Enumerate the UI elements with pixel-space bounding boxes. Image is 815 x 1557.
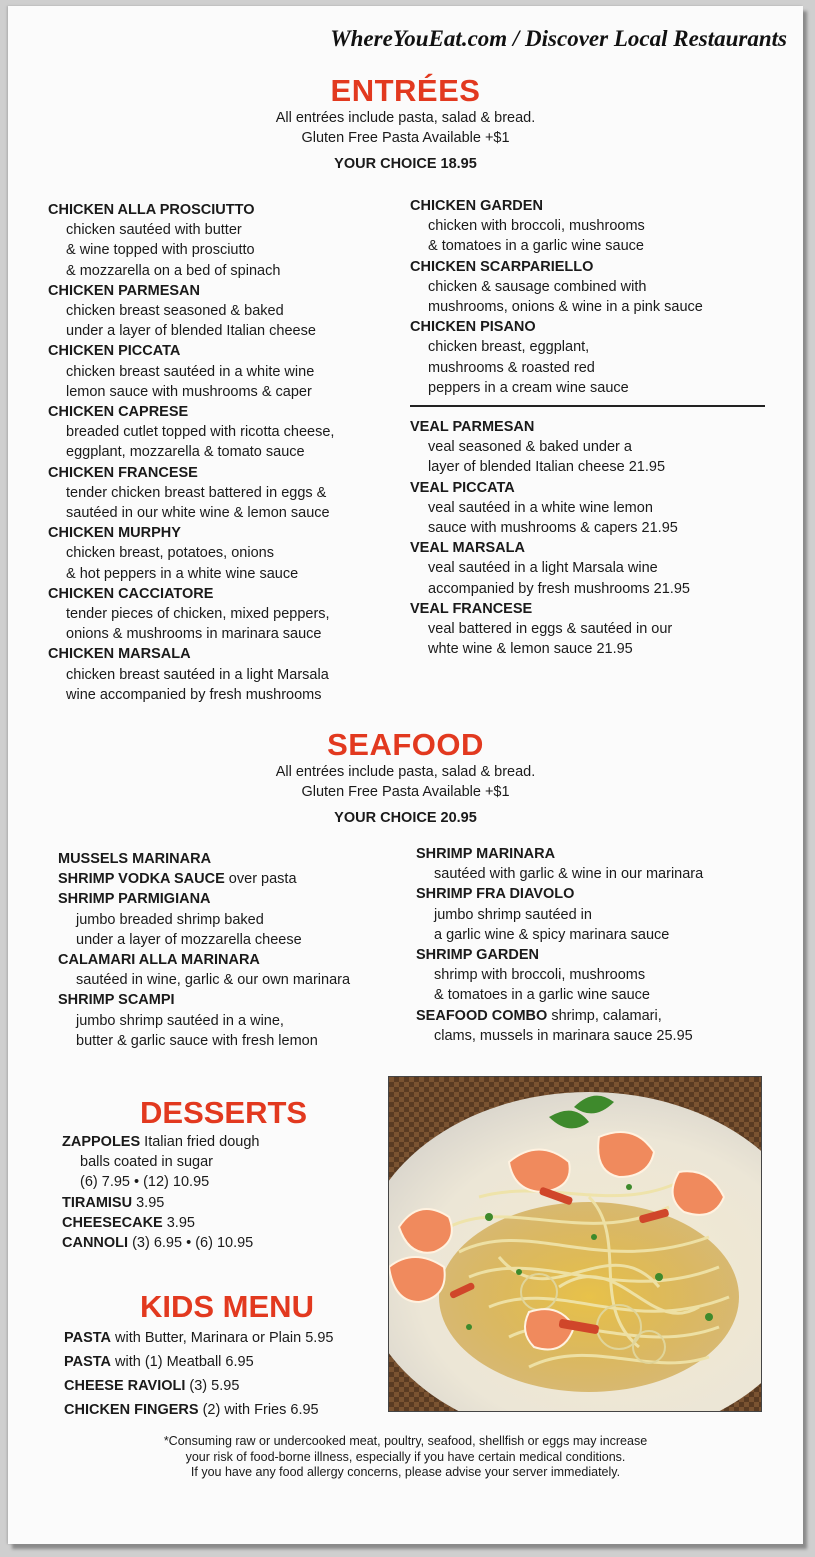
menu-item-header [64,1398,384,1422]
menu-item-desc: under a layer of blended Italian cheese [66,323,316,340]
menu-item-desc: chicken breast sautéed in a light Marsala [66,666,329,683]
menu-item [62,1132,382,1193]
menu-item-inline-desc: shrimp, calamari, [547,1007,662,1024]
menu-item-desc: veal sautéed in a white wine lemon [428,499,653,516]
menu-item-header [64,1350,384,1374]
menu-item-name: CHICKEN ALLA PROSCIUTTO [48,202,255,218]
menu-item-inline-desc: 3.95 [132,1194,165,1211]
menu-item [410,196,765,257]
menu-page [8,6,803,1544]
menu-item-desc: breaded cutlet topped with ricotta cheese, [66,424,335,441]
menu-item-name: SHRIMP MARINARA [416,846,556,862]
seafood-choice: YOUR CHOICE 20.95 [334,810,477,826]
menu-item [64,1350,384,1374]
menu-item [48,200,408,281]
menu-item-desc: accompanied by fresh mushrooms 21.95 [428,580,690,597]
kids-title: KIDS MENU [140,1289,314,1324]
menu-item-name: VEAL PICCATA [410,479,515,496]
menu-item-desc: tender pieces of chicken, mixed peppers, [66,606,330,623]
menu-item-header [58,889,418,909]
menu-item-desc: veal battered in eggs & sautéed in our [428,621,673,638]
menu-item-header [62,1193,382,1213]
shrimp-linguine-photo [388,1076,762,1412]
menu-item [416,884,776,945]
entrees-title: ENTRÉES [330,73,481,108]
menu-item-inline-desc: Italian fried dough [140,1134,260,1150]
menu-item [62,1213,382,1233]
menu-item [48,644,408,705]
menu-item [58,990,418,1051]
menu-item-header [58,950,418,970]
menu-item-name: CHICKEN CACCIATORE [48,585,214,602]
menu-item-inline-desc: (3) 6.95 • (6) 10.95 [128,1235,254,1252]
menu-item [48,584,408,645]
menu-item-name: SEAFOOD COMBO [416,1007,548,1024]
menu-item-name: PASTA [64,1330,111,1346]
watermark: WhereYouEat.com / Discover Local Restaurants [330,26,787,51]
menu-item-desc: mushrooms & roasted red [428,359,595,376]
menu-item [416,945,776,1006]
menu-item-desc: onions & mushrooms in marinara sauce [66,626,322,643]
menu-item-desc: & tomatoes in a garlic wine sauce [428,238,644,255]
footnote-line: your risk of food-borne illness, especially if you have certain medical conditions. [185,1449,626,1464]
menu-item-header [62,1233,382,1253]
menu-item-name: PASTA [64,1354,111,1370]
seafood-line1: All entrées include pasta, salad & bread. [275,764,536,780]
menu-item-name: CHICKEN FRANCESE [48,464,198,481]
menu-item-name: SHRIMP SCAMPI [58,992,175,1009]
menu-item-name: VEAL PARMESAN [410,419,535,436]
menu-item-desc: a garlic wine & spicy marinara sauce [434,926,670,943]
menu-item-desc: clams, mussels in marinara sauce 25.95 [434,1027,693,1044]
menu-item-desc: sauce with mushrooms & capers 21.95 [428,520,678,537]
menu-item-header [416,945,776,965]
menu-item [410,538,765,599]
menu-item-desc: tender chicken breast battered in eggs & [66,484,327,501]
menu-item-desc: & mozzarella on a bed of spinach [66,262,281,279]
menu-item-desc: sautéed with garlic & wine in our marinara [434,866,704,883]
entrees-choice: YOUR CHOICE 18.95 [334,156,477,172]
kids-list [64,1326,384,1422]
menu-item [58,889,418,950]
menu-item-name: SHRIMP VODKA SAUCE [58,871,225,888]
menu-item-name: CHICKEN CAPRESE [48,404,189,421]
seafood-left-column [58,849,418,1051]
footnote-line: *Consuming raw or undercooked meat, poultry, seafood, shellfish or eggs may increase [163,1434,648,1448]
menu-item [410,417,765,478]
menu-item-desc: lemon sauce with mushrooms & caper [66,383,312,400]
menu-item-header [62,1132,382,1152]
menu-item-name: VEAL MARSALA [410,540,525,557]
menu-item-name: CHEESE RAVIOLI [64,1378,186,1394]
menu-item-desc: layer of blended Italian cheese 21.95 [428,459,666,476]
entrees-line1: All entrées include pasta, salad & bread. [275,110,536,126]
menu-item-name: CHICKEN PARMESAN [48,282,200,299]
menu-item-desc: butter & garlic sauce with fresh lemon [76,1032,318,1049]
menu-item [64,1326,384,1350]
menu-item-desc: chicken & sausage combined with [428,278,647,295]
menu-item [48,463,408,524]
menu-item-desc: jumbo shrimp sautéed in a wine, [76,1012,284,1029]
desserts-title: DESSERTS [140,1095,308,1130]
menu-item-header [64,1326,384,1350]
menu-item-name: CHICKEN SCARPARIELLO [410,258,594,275]
entrees-right-column [410,196,765,659]
seafood-title: SEAFOOD [327,727,484,762]
menu-item-desc: eggplant, mozzarella & tomato sauce [66,444,305,461]
menu-item-name: SHRIMP PARMIGIANA [58,891,211,908]
footnote-line: If you have any food allergy concerns, please advise your server immediately. [190,1465,621,1479]
menu-item [416,844,776,884]
menu-item-desc: jumbo shrimp sautéed in [434,906,592,923]
menu-item [62,1193,382,1213]
menu-item [58,950,418,990]
menu-item-desc: sautéed in our white wine & lemon sauce [66,505,330,522]
menu-item [62,1233,382,1253]
desserts-list [62,1132,382,1253]
menu-item-desc: jumbo breaded shrimp baked [76,911,264,928]
seafood-right-column [416,844,776,1046]
menu-item-desc: chicken breast, eggplant, [428,339,590,356]
menu-item-name: CALAMARI ALLA MARINARA [58,952,260,969]
menu-item-header [58,990,418,1010]
menu-item-name: CHICKEN GARDEN [410,198,543,214]
menu-item [64,1374,384,1398]
menu-item-name: CHICKEN PISANO [410,319,536,336]
menu-item-desc: chicken breast sautéed in a white wine [66,363,315,380]
menu-item-inline-desc: with Butter, Marinara or Plain 5.95 [111,1330,334,1346]
menu-item-header [58,869,418,889]
menu-item-desc: veal seasoned & baked under a [428,439,632,456]
menu-item-desc: chicken sautéed with butter [66,222,242,239]
menu-item-desc: mushrooms, onions & wine in a pink sauce [428,299,703,316]
menu-item-inline-desc: over pasta [224,871,297,888]
menu-item-name: CHICKEN FINGERS [64,1402,199,1418]
menu-item-desc: balls coated in sugar [80,1154,213,1171]
menu-item-inline-desc: (3) 5.95 [185,1378,240,1394]
menu-item-header [416,884,776,904]
menu-item-desc: under a layer of mozzarella cheese [76,931,302,948]
menu-item-inline-desc: (2) with Fries 6.95 [198,1402,319,1418]
menu-item-desc: & hot peppers in a white wine sauce [66,565,299,582]
menu-item [410,478,765,539]
menu-item [58,869,418,889]
entrees-header [8,74,803,172]
menu-item-header [64,1374,384,1398]
menu-item-name: CANNOLI [62,1235,129,1252]
menu-item [48,281,408,342]
menu-item-name: MUSSELS MARINARA [58,851,212,867]
menu-item-name: CHICKEN MARSALA [48,646,191,663]
entrees-left-column [48,200,408,705]
menu-item-desc: & wine topped with prosciutto [66,242,255,259]
menu-item [410,599,765,660]
menu-item-name: CHEESECAKE [62,1214,163,1231]
menu-item-desc: & tomatoes in a garlic wine sauce [434,987,650,1004]
chicken-list [410,196,765,398]
menu-item-inline-desc: with (1) Meatball 6.95 [111,1354,254,1370]
menu-item-desc: chicken breast seasoned & baked [66,303,284,320]
menu-item [410,317,765,398]
menu-item [58,849,418,869]
allergy-footnote [8,1434,803,1481]
menu-item-name: SHRIMP GARDEN [416,947,539,964]
seafood-header [8,728,803,826]
menu-item [416,1006,776,1046]
menu-item-desc: peppers in a cream wine sauce [428,379,629,396]
menu-item-name: VEAL FRANCESE [410,600,533,617]
menu-item-desc: shrimp with broccoli, mushrooms [434,967,646,984]
menu-item [64,1398,384,1422]
menu-item-header [62,1213,382,1233]
menu-item-desc: (6) 7.95 • (12) 10.95 [80,1174,210,1191]
menu-item-inline-desc: 3.95 [162,1214,195,1231]
menu-item-header [416,1006,776,1026]
menu-item-name: CHICKEN MURPHY [48,525,181,542]
menu-item-desc: sautéed in wine, garlic & our own marinara [76,972,351,989]
menu-item [410,257,765,318]
divider [410,405,765,407]
menu-item-desc: veal sautéed in a light Marsala wine [428,560,658,577]
seafood-line2: Gluten Free Pasta Available +$1 [301,784,510,800]
menu-item-name: TIRAMISU [62,1194,133,1211]
menu-item-name: CHICKEN PICCATA [48,343,181,360]
menu-item-name: SHRIMP FRA DIAVOLO [416,886,575,903]
menu-item-desc: chicken with broccoli, mushrooms [428,218,645,235]
entrees-line2: Gluten Free Pasta Available +$1 [301,130,510,146]
menu-item-desc: chicken breast, potatoes, onions [66,545,274,562]
menu-item-desc: whte wine & lemon sauce 21.95 [428,641,633,658]
menu-item-header [416,844,776,864]
menu-item [48,341,408,402]
menu-item-name: ZAPPOLES [62,1134,141,1150]
veal-list [410,417,765,659]
menu-item-desc: wine accompanied by fresh mushrooms [66,686,322,703]
menu-item [48,402,408,463]
menu-item-header [58,849,418,869]
menu-item [48,523,408,584]
